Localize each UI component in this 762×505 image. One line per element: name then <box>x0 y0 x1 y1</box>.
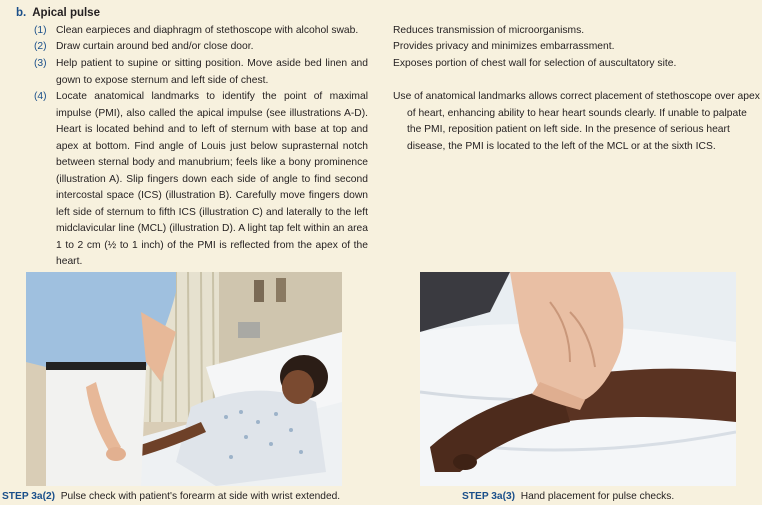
step-number: (4) <box>34 91 47 102</box>
section-letter: b. <box>16 7 27 19</box>
step-2 <box>34 39 368 56</box>
caption-label: STEP 3a(3) <box>462 491 516 502</box>
rationale-1: Reduces transmission of microorganisms. <box>393 25 585 36</box>
step-text: Locate anatomical landmarks to identify the point of maximal impulse (PMI), also called the apical impulse (see illustrations A-D). Heart is located behind and to left of sternum with base at top and apex at bottom. Find angle of Louis just below suprasternal notch between sternal body and manubrium; feels like a bony prominence (illustration A). Slip fingers down each side of angle to find second intercostal space (ICS) (illustration B). Carefully move fingers down left side of sternum to fifth ICS (illustration C) and laterally to the left midclavicular line (MCL) (illustration D). A light tap felt within an area 1 to 2 cm (½ to 1 inch) of the PMI is reflected from the apex of the heart. <box>56 91 368 267</box>
step-text: Clean earpieces and diaphragm of stethoscope with alcohol swab. <box>56 25 359 36</box>
step-text: Help patient to supine or sitting position. Move aside bed linen and gown to expose sternum and left side of chest. <box>56 58 368 86</box>
photo-illustration <box>420 272 736 486</box>
rationale-2: Provides privacy and minimizes embarrassment. <box>393 41 615 52</box>
rationale-4 <box>393 89 761 155</box>
step-text: Draw curtain around bed and/or close door. <box>56 41 254 52</box>
photo-illustration <box>26 272 342 486</box>
caption-step-3a2 <box>2 491 340 502</box>
caption-label: STEP 3a(2) <box>2 491 56 502</box>
rationale-4-rest: of heart, enhancing ability to hear heart sounds clearly. If unable to palpate the PMI, reposition patient on left side. In the presence of serious heart disease, the PMI is located to the left of the MCL or at the sixth ICS. <box>407 107 747 152</box>
step-4 <box>34 89 368 271</box>
caption-text: Hand placement for pulse checks. <box>520 491 675 502</box>
step-number: (2) <box>34 41 47 52</box>
photo-pulse-check-forearm <box>26 272 342 486</box>
section-title: Apical pulse <box>32 7 100 19</box>
rationale-3: Exposes portion of chest wall for selection of auscultatory site. <box>393 58 677 69</box>
rationale-4-first-line: Use of anatomical landmarks allows correct placement of stethoscope over apex <box>393 91 760 102</box>
caption-step-3a3 <box>462 491 674 502</box>
caption-text: Pulse check with patient's forearm at side with wrist extended. <box>60 491 341 502</box>
step-3 <box>34 56 368 89</box>
photo-hand-placement <box>420 272 736 486</box>
step-number: (1) <box>34 25 47 36</box>
step-1 <box>34 23 368 40</box>
section-heading <box>16 7 100 19</box>
step-number: (3) <box>34 58 47 69</box>
